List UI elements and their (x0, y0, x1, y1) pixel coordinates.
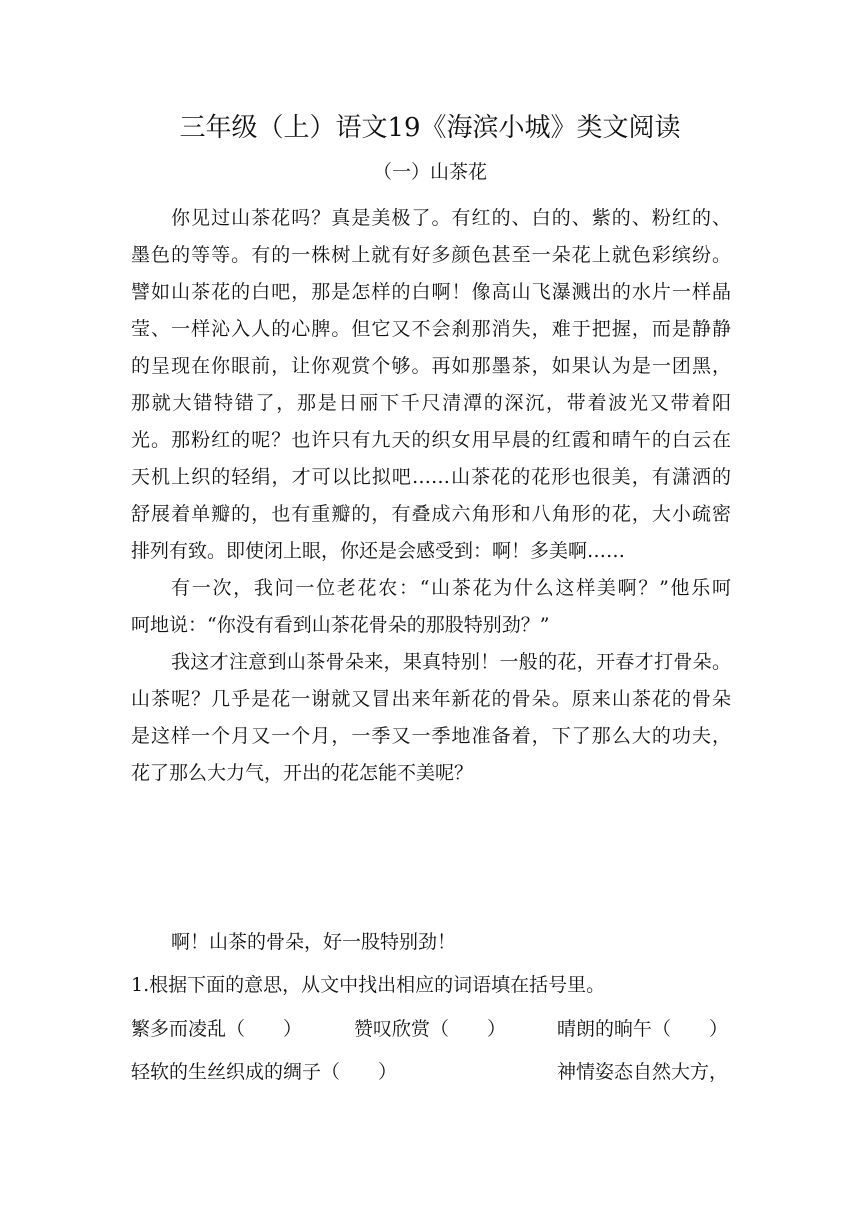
answer-item-fanduo: 繁多而凌乱（ ） (131, 1018, 303, 1040)
passage-line: 光。那粉红的呢？也许只有九天的织女用早晨的红霞和晴午的白云在 (131, 429, 731, 451)
passage-line: 我这才注意到山茶骨朵来，果真特别！一般的花，开春才打骨朵。 (171, 651, 731, 673)
passage-line: 啊！山茶的骨朵，好一股特别劲！ (171, 931, 457, 953)
answer-item-zantan: 赞叹欣赏（ ） (354, 1018, 507, 1040)
document-title: 三年级（上）语文19《海滨小城》类文阅读 (179, 113, 681, 143)
passage-line: 排列有致。即使闭上眼，你还是会感受到：啊！多美啊…… (131, 540, 626, 562)
passage-line: 山茶呢？几乎是花一谢就又冒出来年新花的骨朵。原来山茶花的骨朵 (131, 688, 731, 710)
passage-line: 莹、一样沁入人的心脾。但它又不会刹那消失，难于把握，而是静静 (131, 318, 731, 340)
answer-item-qingjuan: 轻软的生丝织成的绸子（ ） (131, 1061, 398, 1083)
answer-item-qinglang: 晴朗的晌午（ ） (557, 1018, 729, 1040)
passage-line: 舒展着单瓣的，也有重瓣的，有叠成六角形和八角形的花，大小疏密 (131, 503, 731, 525)
passage-line: 花了那么大力气，开出的花怎能不美呢？ (131, 762, 474, 784)
passage-line: 你见过山茶花吗？真是美极了。有红的、白的、紫的、粉红的、 (171, 207, 731, 229)
answer-row-2 (131, 1054, 731, 1090)
passage-line: 呵地说：“你没有看到山茶花骨朵的那股特别劲？” (131, 614, 550, 636)
section-subtitle: （一）山茶花 (372, 161, 487, 183)
passage-line: 墨色的等等。有的一株树上就有好多颜色甚至一朵花上就色彩缤纷。 (131, 244, 731, 266)
passage-line: 天机上织的轻绢，才可以比拟吧……山茶花的花形也很美，有潇洒的 (131, 466, 731, 488)
passage-line: 那就大错特错了，那是日丽下千尺清潭的深沉，带着波光又带着阳 (131, 392, 731, 414)
question-1-prompt: 1.根据下面的意思，从文中找出相应的词语填在括号里。 (131, 974, 606, 996)
passage-body (131, 200, 731, 792)
passage-line: 是这样一个月又一个月，一季又一季地准备着，下了那么大的功夫， (131, 725, 731, 747)
passage-line: 的呈现在你眼前，让你观赏个够。再如那墨茶，如果认为是一团黑， (131, 355, 731, 377)
passage-line: 譬如山茶花的白吧，那是怎样的白啊！像高山飞瀑溅出的水片一样晶 (131, 281, 731, 303)
answer-row-1 (131, 1011, 731, 1047)
passage-line: 有一次，我问一位老花农：“山茶花为什么这样美啊？”他乐呵 (171, 577, 731, 599)
answer-item-shenqing: 神情姿态自然大方， (557, 1061, 729, 1083)
